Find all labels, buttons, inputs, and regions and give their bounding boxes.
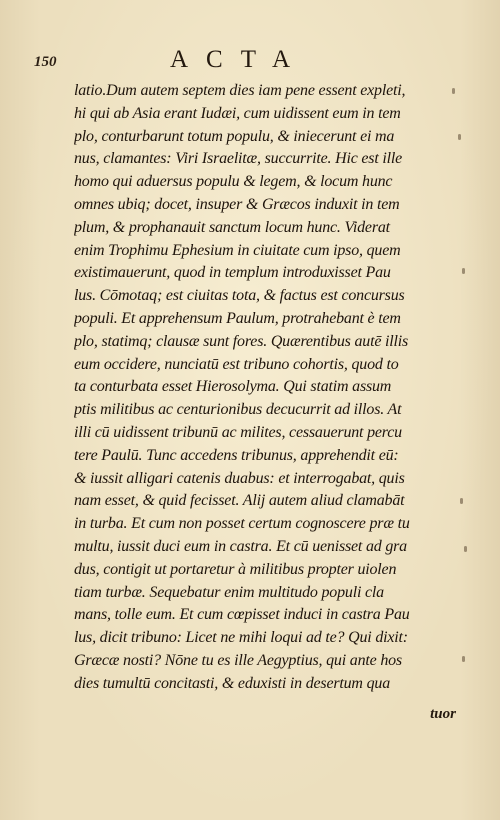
text-line: nus, clamantes: Viri Israelitæ, succurrite. Hic est ille — [74, 150, 403, 168]
text-line: mans, tolle eum. Et cum cœpisset induci in castra Pau — [74, 606, 410, 624]
running-head: ACTA — [170, 46, 309, 73]
margin-mark — [462, 268, 465, 274]
text-line: lus. Cōmotaq; est ciuitas tota, & factus est concursus — [74, 287, 405, 305]
text-line: latio.Dum autem septem dies iam pene essent expleti, — [74, 82, 406, 99]
text-line: ptis militibus ac centurionibus decucurrit ad illos. At — [74, 401, 402, 419]
text-line: populi. Et apprehensum Paulum, protrahebant è tem — [74, 309, 401, 327]
text-line: multu, iussit duci eum in castra. Et cū uenisset ad gra — [74, 537, 407, 555]
text-line: Græcæ nosti? Nōne tu es ille Aegyptius, qui ante hos — [74, 651, 402, 669]
text-line: dus, contigit ut portaretur à militibus propter uiolen — [74, 560, 397, 578]
text-line: tiam turbæ. Sequebatur enim multitudo populi cla — [74, 583, 384, 601]
page-number: 150 — [34, 54, 57, 70]
text-line: nam esset, & quid fecisset. Alij autem aliud clamabāt — [74, 492, 405, 510]
margin-mark — [458, 134, 461, 140]
text-block — [74, 80, 466, 696]
margin-mark — [464, 546, 467, 552]
text-line: enim Trophimu Ephesium in ciuitate cum ipso, quem — [74, 241, 401, 259]
text-line: plum, & prophanauit sanctum locum hunc. Viderat — [74, 218, 390, 236]
text-line: & iussit alligari catenis duabus: et interrogabat, quis — [74, 469, 405, 487]
margin-mark — [462, 656, 465, 662]
text-line: ta conturbata esset Hierosolyma. Qui statim assum — [74, 378, 392, 396]
text-line: hi qui ab Asia erant Iudæi, cum uidissent eum in tem — [74, 104, 401, 122]
text-line: plo, statimq; clausæ sunt fores. Quærentibus autē illis — [74, 332, 409, 350]
text-line: tere Paulū. Tunc accedens tribunus, apprehendit eū: — [74, 446, 399, 464]
text-line: plo, conturbarunt totum populu, & iniecerunt ei ma — [74, 127, 395, 145]
text-line: eum occidere, nunciatū est tribuno cohortis, quod to — [74, 355, 399, 373]
text-line: dies tumultū concitasti, & eduxisti in desertum qua — [74, 674, 390, 692]
text-line: existimauerunt, quod in templum introduxisset Pau — [74, 264, 391, 282]
text-line: in turba. Et cum non posset certum cognoscere præ tu — [74, 515, 410, 533]
catchword: tuor — [430, 706, 456, 722]
text-line: lus, dicit tribuno: Licet ne mihi loqui ad te? Qui dixit: — [74, 629, 408, 647]
text-line: omnes ubiq; docet, insuper & Græcos induxit in tem — [74, 195, 400, 213]
text-line: illi cū uidissent tribunū ac milites, cessauerunt percu — [74, 423, 402, 441]
margin-mark — [460, 498, 463, 504]
text-line: homo qui aduersus populu & legem, & locum hunc — [74, 173, 393, 191]
margin-mark — [452, 88, 455, 94]
